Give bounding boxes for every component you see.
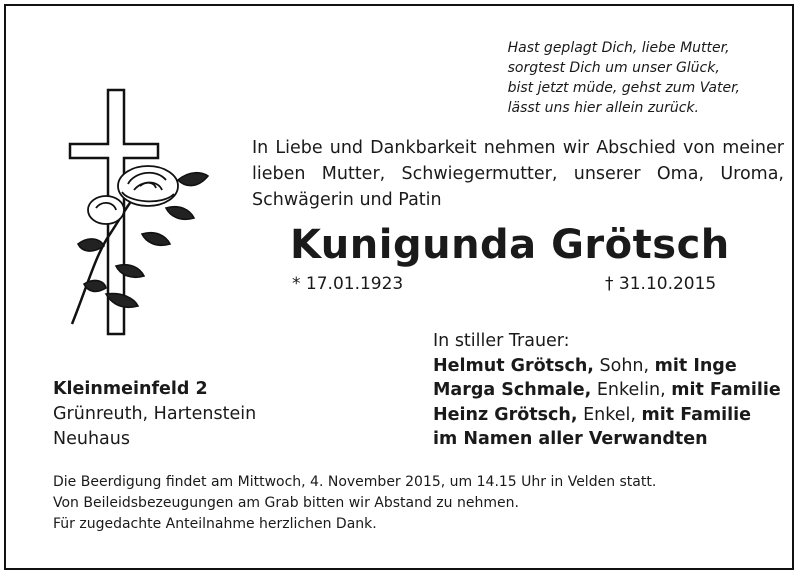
mourner-relation: Enkel, bbox=[577, 404, 642, 425]
cross-with-rose-icon bbox=[58, 84, 218, 344]
death-date: † 31.10.2015 bbox=[605, 274, 717, 294]
mourner-row bbox=[433, 354, 781, 379]
mourner-name: Helmut Grötsch, bbox=[433, 355, 594, 376]
intro-text bbox=[252, 135, 784, 213]
poem bbox=[508, 38, 740, 118]
poem-line: lässt uns hier allein zurück. bbox=[507, 100, 699, 116]
address-street: Kleinmeinfeld 2 bbox=[53, 379, 208, 399]
mourner-partner: mit Familie bbox=[671, 380, 781, 400]
poem-line: Hast geplagt Dich, liebe Mutter, bbox=[507, 40, 730, 56]
mourner-row bbox=[433, 427, 781, 452]
address-line: Grünreuth, Hartenstein bbox=[53, 404, 257, 424]
mourner-name: im Namen aller Verwandten bbox=[433, 429, 708, 449]
mourner-relation: Enkelin, bbox=[591, 380, 672, 400]
mourner-partner: mit Inge bbox=[654, 355, 737, 376]
poem-line: bist jetzt müde, gehst zum Vater, bbox=[507, 80, 740, 96]
mourners-block bbox=[433, 329, 781, 452]
deceased-name: Kunigunda Grötsch bbox=[290, 222, 730, 268]
mourner-name: Marga Schmale, bbox=[433, 380, 592, 400]
mourner-partner: mit Familie bbox=[641, 404, 752, 425]
intro-line-3: Schwägerin und Patin bbox=[252, 190, 442, 210]
intro-line-2: lieben Mutter, Schwiegermutter, unserer Oma, Uroma, bbox=[252, 164, 784, 184]
mourner-row bbox=[433, 378, 781, 403]
footer-line: Von Beileidsbezeugungen am Grab bitten wir Abstand zu nehmen. bbox=[53, 495, 519, 511]
address-line: Neuhaus bbox=[53, 429, 130, 449]
footer-line: Für zugedachte Anteilnahme herzlichen Dank. bbox=[53, 516, 377, 532]
intro-line-1: In Liebe und Dankbarkeit nehmen wir Abschied von meiner bbox=[252, 138, 784, 158]
footer-line: Die Beerdigung findet am Mittwoch, 4. November 2015, um 14.15 Uhr in Velden statt. bbox=[53, 474, 657, 490]
poem-line: sorgtest Dich um unser Glück, bbox=[507, 60, 720, 76]
mourner-row bbox=[433, 403, 781, 428]
footer-notes bbox=[53, 472, 656, 535]
birth-date: * 17.01.1923 bbox=[292, 274, 404, 294]
mourner-name: Heinz Grötsch, bbox=[433, 404, 578, 425]
mourners-heading: In stiller Trauer: bbox=[433, 331, 570, 351]
mourner-relation: Sohn, bbox=[593, 355, 655, 376]
address-block bbox=[53, 377, 256, 452]
